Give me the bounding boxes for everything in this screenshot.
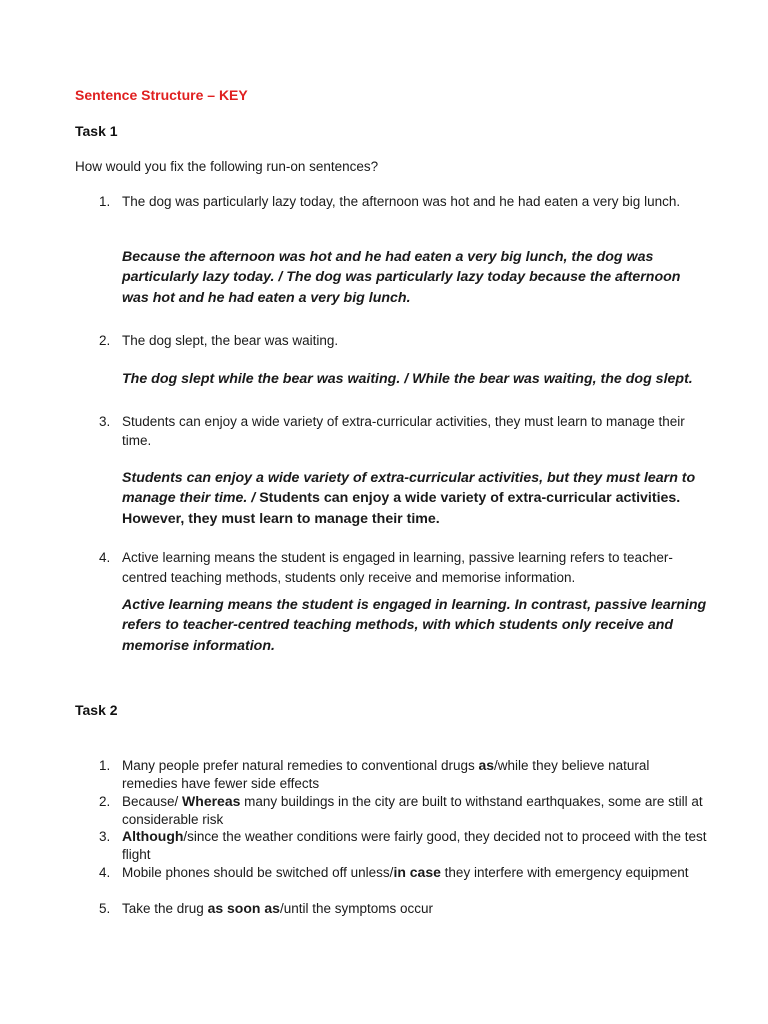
item-answer-word: as soon as (207, 900, 280, 916)
answer-upright-part: Students can enjoy a wide variety of extra-curricular activities. However, they must learn to manage their time. (122, 490, 681, 527)
answer-text: Active learning means the student is engaged in learning. In contrast, passive learning refers to teacher-centred teaching methods, with which students only receive and memorise information. (122, 597, 707, 654)
item-number: 1. (99, 194, 111, 209)
question-text: The dog was particularly lazy today, the afternoon was hot and he had eaten a very big lunch. (122, 194, 681, 209)
item-answer-word: as (478, 757, 495, 773)
task2-item (122, 863, 707, 882)
item-answer-word: Although (122, 828, 184, 844)
task2-item (122, 756, 707, 793)
task2-item (122, 792, 707, 829)
question-text: Active learning means the student is engaged in learning, passive learning refers to teacher-centred teaching methods, students only receive and memorise information. (122, 550, 673, 585)
item-post-text: many buildings in the city are built to withstand earthquakes, some are still at considerable risk (122, 794, 703, 827)
item-pre-text: Mobile phones should be switched off unless/ (122, 865, 394, 880)
task2-item (122, 827, 707, 864)
item-pre-text: Take the drug (122, 901, 208, 916)
task2-heading: Task 2 (75, 702, 118, 718)
question-text: The dog slept, the bear was waiting. (122, 333, 339, 348)
item-number: 2. (99, 333, 111, 348)
item-number: 4. (99, 550, 111, 565)
answer-text: The dog slept while the bear was waiting. / While the bear was waiting, the dog slept. (122, 371, 693, 387)
item-answer-word: in case (393, 864, 441, 880)
task1-heading: Task 1 (75, 123, 118, 139)
document-title: Sentence Structure – KEY (75, 87, 248, 103)
item-answer-word: Whereas (182, 793, 241, 809)
item-number: 1. (99, 758, 111, 773)
item-number: 2. (99, 794, 111, 809)
answer-text: Because the afternoon was hot and he had eaten a very big lunch, the dog was particularly lazy today. / The dog was particularly lazy today because the afternoon was hot and he had eaten a very big lunch. (122, 249, 681, 306)
item-post-text: /since the weather conditions were fairly good, they decided not to proceed with the test flight (122, 829, 707, 862)
task1-instruction: How would you fix the following run-on sentences? (75, 159, 379, 174)
item-number: 3. (99, 414, 111, 429)
item-pre-text: Many people prefer natural remedies to conventional drugs (122, 758, 479, 773)
question-text: Students can enjoy a wide variety of extra-curricular activities, they must learn to manage their time. (122, 414, 685, 448)
item-post-text: they interfere with emergency equipment (440, 865, 689, 880)
item-number: 3. (99, 829, 111, 844)
item-pre-text: Because/ (122, 794, 183, 809)
item-number: 5. (99, 901, 111, 916)
item-number: 4. (99, 865, 111, 880)
answer-italic-part: Students can enjoy a wide variety of extra-curricular activities, but they must learn to manage their time. / (122, 470, 696, 507)
answer-text (122, 468, 707, 529)
task2-item (122, 899, 707, 918)
item-post-text: /while they believe natural remedies have fewer side effects (122, 758, 650, 791)
item-post-text: /until the symptoms occur (279, 901, 433, 916)
